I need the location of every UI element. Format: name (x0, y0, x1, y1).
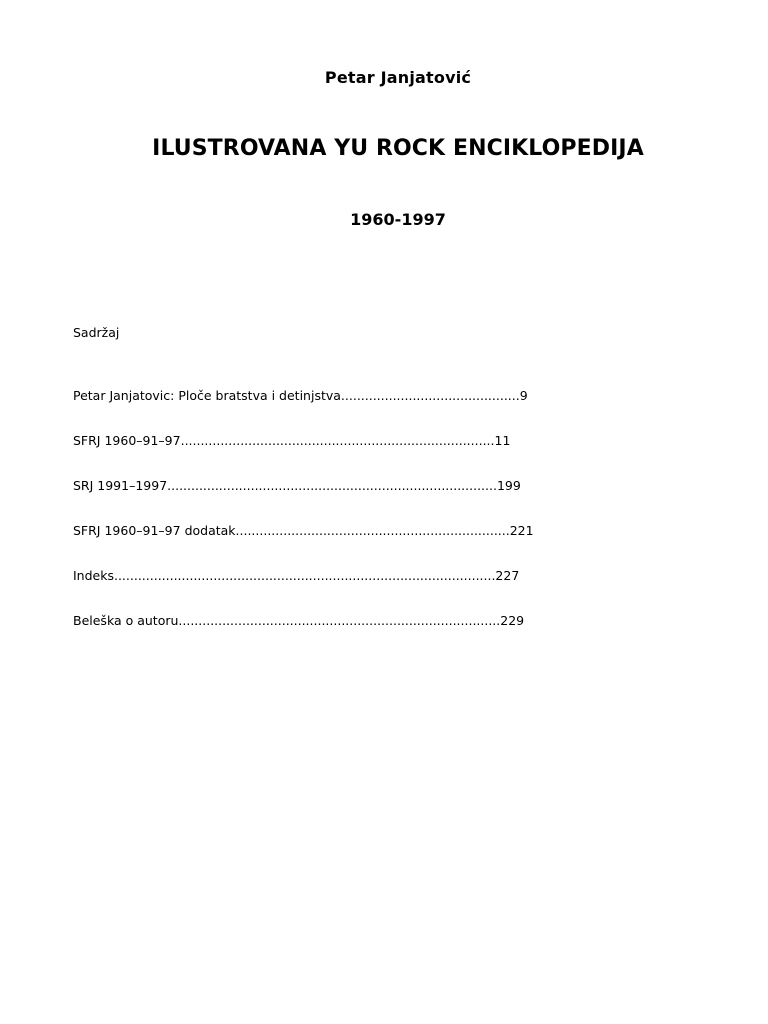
book-title: ILUSTROVANA YU ROCK ENCIKLOPEDIJA (152, 136, 644, 161)
toc-heading: Sadržaj (73, 325, 120, 340)
toc-entry: Petar Janjatovic: Ploče bratstva i detinjstva.............................................9 (73, 388, 528, 403)
toc-entry: SRJ 1991–1997...................................................................................199 (73, 478, 521, 493)
toc-entry: SFRJ 1960–91–97...............................................................................11 (73, 433, 511, 448)
toc-entry: Indeks................................................................................................227 (73, 568, 520, 583)
toc-entry: SFRJ 1960–91–97 dodatak.....................................................................221 (73, 523, 534, 538)
author-name: Petar Janjatović (324, 68, 472, 87)
table-of-contents (73, 358, 534, 643)
year-range: 1960-1997 (350, 210, 446, 229)
toc-entry: Beleška o autoru.................................................................................229 (73, 613, 525, 628)
